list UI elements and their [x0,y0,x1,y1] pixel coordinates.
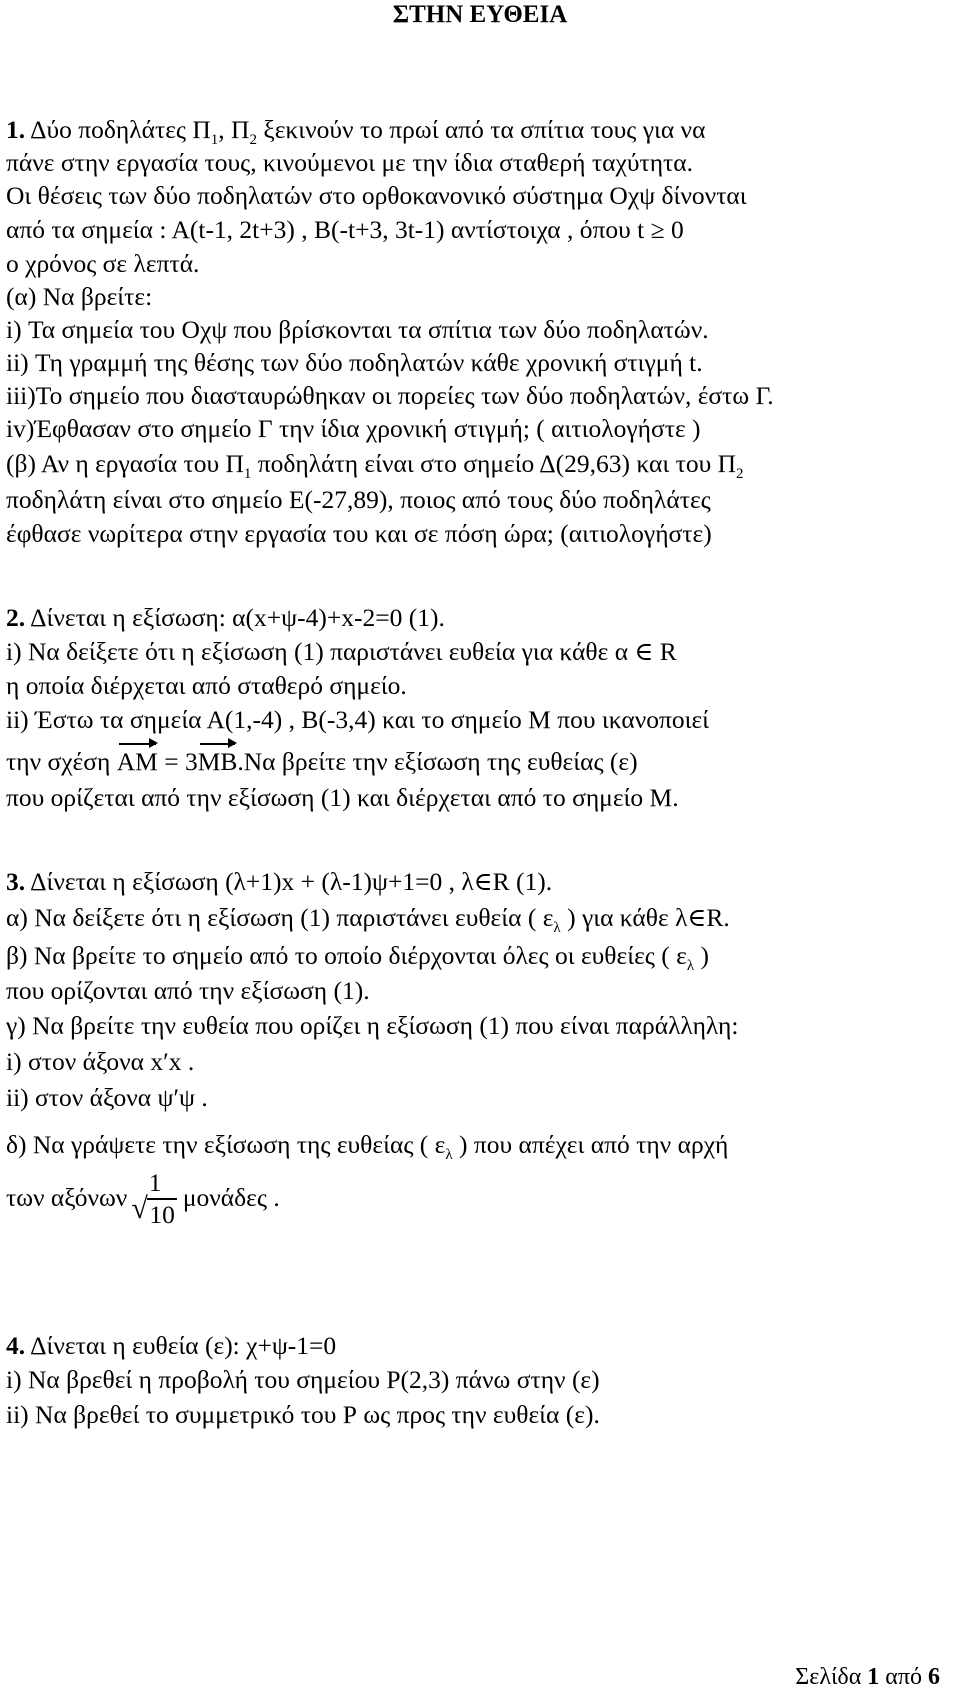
ex1-line-2: πάνε στην εργασία τους, κινούμενοι με την ίδια σταθερή ταχύτητα. [6,148,694,177]
ex3-text: δ) Να γράψετε την εξίσωση της ευθείας ( ε [6,1130,446,1159]
ex3-text: των αξόνων [6,1182,128,1212]
ex1-line-13: έφθασε νωρίτερα στην εργασία του και σε πόση ώρα; (αιτιολογήστε) [6,519,712,548]
ex2-text: .Να βρείτε την εξίσωση της ευθείας (ε) [237,747,638,776]
ex4-line-1 [6,1331,336,1361]
ex1-line-10: iv)Έφθασαν στο σημείο Γ την ίδια χρονική στιγμή; ( αιτιολογήστε ) [6,414,701,443]
ex3-text: ) [694,941,709,970]
fraction-denominator [133,1198,177,1230]
ex3-line-9 [6,1170,280,1230]
footer-label: Σελίδα [795,1664,868,1690]
footer-page-total: 6 [928,1664,940,1690]
ex2-line-5 [6,747,638,777]
ex3-line-4: που ορίζονται από την εξίσωση (1). [6,976,370,1005]
vector-am: ΑΜ [116,747,158,776]
ex4-text: Δίνεται η ευθεία (ε): χ+ψ-1=0 [25,1331,337,1360]
ex1-line-7: i) Τα σημεία του Οχψ που βρίσκονται τα σπίτια των δύο ποδηλατών. [6,315,709,344]
ex4-line-2: i) Να βρεθεί η προβολή του σημείου Ρ(2,3) πάνω στην (ε) [6,1365,600,1394]
vector-mb: ΜΒ [197,747,238,776]
ex3-text: β) Να βρείτε το σημείο από το οποίο διέρχονται όλες οι ευθείες ( ε [6,941,687,970]
subscript: λ [553,920,561,936]
footer-of: από [879,1664,928,1690]
ex1-line-1 [6,115,706,148]
ex2-text: την σχέση [6,747,117,776]
ex3-text: ) που απέχει από την αρχή [452,1130,729,1159]
subscript: λ [445,1147,453,1163]
fraction-numerator: 1 [148,1170,162,1197]
ex3-line-7: ii) στον άξονα ψ′ψ . [6,1083,208,1112]
ex3-line-1 [6,867,552,897]
ex3-line-8 [6,1130,729,1163]
subscript: 2 [249,132,257,148]
ex2-text: = 3 [157,747,198,776]
ex2-line-3: η οποία διέρχεται από σταθερό σημείο. [6,671,407,700]
ex3-line-6: i) στον άξονα x′x . [6,1047,195,1076]
ex3-line-5: γ) Να βρείτε την ευθεία που ορίζει η εξίσωση (1) που είναι παράλληλη: [6,1011,739,1040]
ex1-text: Δύο ποδηλάτες Π [30,115,211,144]
ex1-line-12: ποδηλάτη είναι στο σημείο Ε(-27,89), ποιος από τους δύο ποδηλάτες [6,485,711,514]
ex1-text: ποδηλάτη είναι στο σημείο Δ(29,63) και του Π [251,449,737,478]
sqrt-symbol: √ 10 [147,1198,177,1230]
ex2-line-2: i) Να δείξετε ότι η εξίσωση (1) παριστάνει ευθεία για κάθε α ∈ R [6,637,677,666]
subscript: 1 [210,132,219,148]
page-footer [795,1662,940,1692]
ex3-line-3 [6,941,709,974]
ex3-number: 3. [6,867,26,896]
subscript: 2 [736,466,744,482]
ex4-line-3: ii) Να βρεθεί το συμμετρικό του Ρ ως προς την ευθεία (ε). [6,1400,600,1429]
ex3-text: μονάδες . [182,1182,280,1212]
ex3-text: α) Να δείξετε ότι η εξίσωση (1) παριστάνει ευθεία ( ε [6,903,554,932]
ex2-text: Δίνεται η εξίσωση: α(x+ψ-4)+x-2=0 (1). [25,603,445,632]
ex2-line-4: ii) Έστω τα σημεία Α(1,-4) , Β(-3,4) και το σημείο Μ που ικανοποιεί [6,705,710,734]
subscript: λ [686,958,695,974]
ex3-text: Δίνεται η εξίσωση (λ+1)x + (λ-1)ψ+1=0 , λ∈R (1). [25,867,553,896]
ex3-line-2 [6,903,730,936]
fraction [133,1170,177,1230]
ex1-line-9: iii)Το σημείο που διασταυρώθηκαν οι πορείες των δύο ποδηλατών, έστω Γ. [6,381,774,410]
ex1-line-8: ii) Τη γραμμή της θέσης των δύο ποδηλατών κάθε χρονική στιγμή t. [6,348,703,377]
ex1-number: 1. [6,115,26,144]
ex1-line-5: ο χρόνος σε λεπτά. [6,249,200,278]
ex2-line-6: που ορίζεται από την εξίσωση (1) και διέρχεται από το σημείο Μ. [6,783,679,812]
ex1-line-3: Οι θέσεις των δύο ποδηλατών στο ορθοκανονικό σύστημα Οχψ δίνονται [6,181,747,210]
ex1-line-6: (α) Να βρείτε: [6,282,153,311]
ex2-line-1 [6,603,445,633]
ex1-text: (β) Αν η εργασία του Π [6,449,244,478]
ex4-number: 4. [6,1331,26,1360]
footer-page-number: 1 [867,1664,880,1690]
ex2-number: 2. [6,603,26,632]
ex1-text: ξεκινούν το πρωί από τα σπίτια τους για να [256,115,706,144]
ex1-text: , Π [218,115,250,144]
page-title: ΣΤΗΝ ΕΥΘΕΙΑ [392,1,568,28]
ex3-text: ) για κάθε λ∈R. [560,903,730,932]
ex1-line-11 [6,449,744,482]
ex1-line-4: από τα σημεία : Α(t-1, 2t+3) , B(-t+3, 3t-1) αντίστοιχα , όπου t ≥ 0 [6,215,684,244]
subscript: 1 [243,466,252,482]
